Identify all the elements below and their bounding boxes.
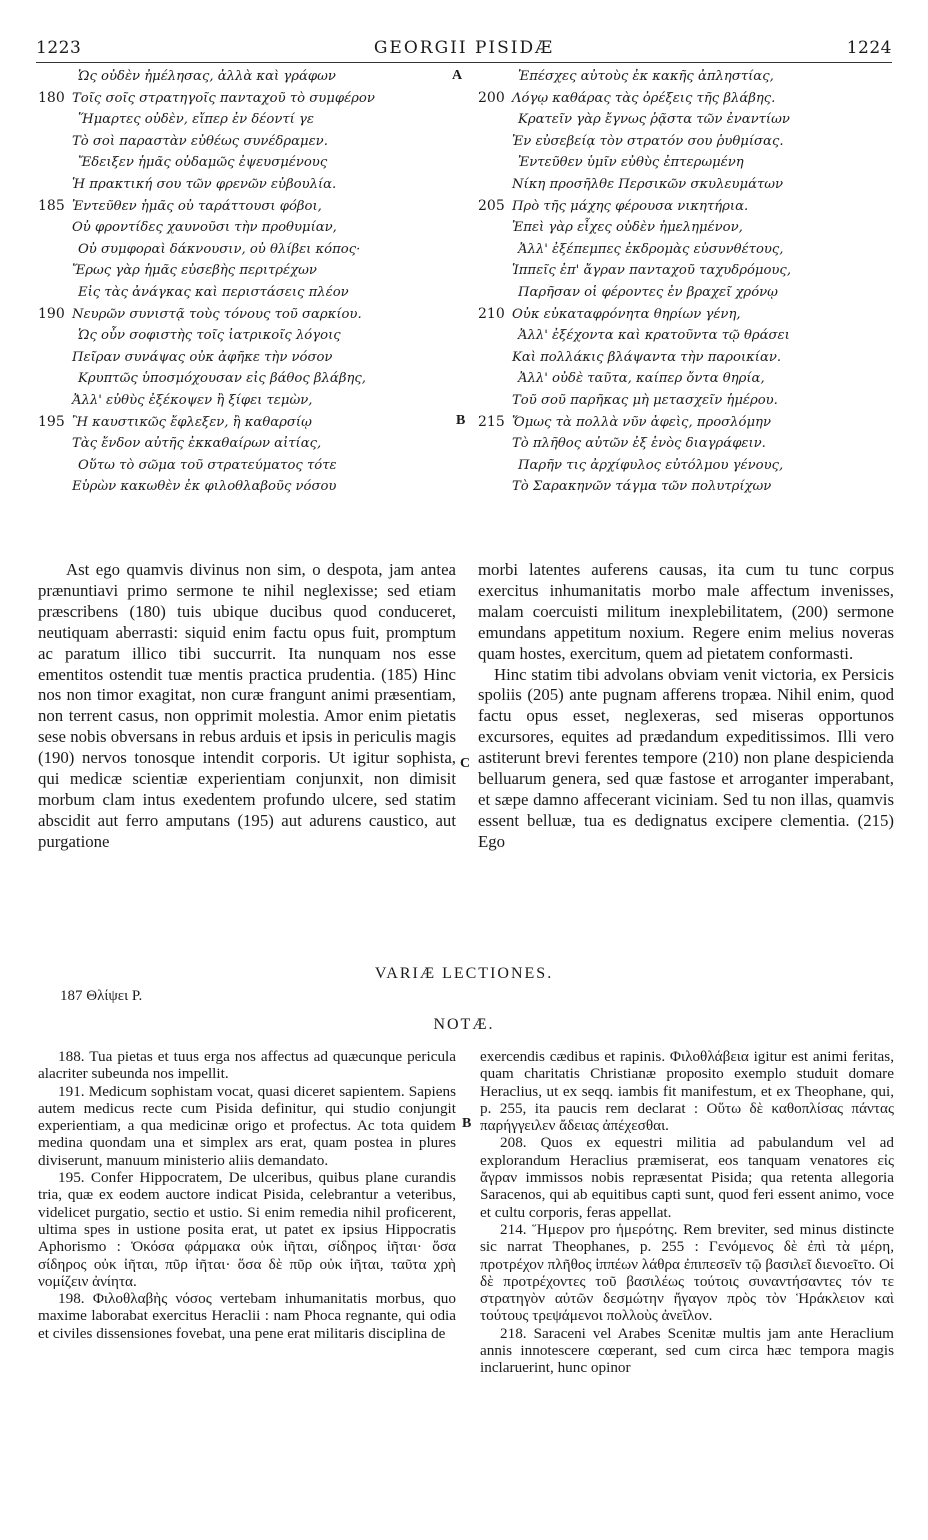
verse-line [478, 260, 898, 282]
verse-text: Ἱππεῖς ἐπ' ἄγραν πανταχοῦ ταχυδρόμους, [512, 263, 792, 279]
verse-line [38, 433, 438, 455]
verse-line [38, 196, 438, 218]
page-number-right: 1224 [846, 38, 892, 58]
verse-text: Ἀλλ' εὐθὺς ἐξέκοψεν ἢ ξίφει τεμὼν, [72, 392, 313, 408]
verse-text: Εὑρὼν κακωθὲν ἐκ φιλοθλαβοῦς νόσου [72, 479, 337, 495]
verse-text: Κρατεῖν γὰρ ἔγνως ῥᾷστα τῶν ἐναντίων [518, 112, 790, 128]
verse-line [478, 476, 898, 498]
verse-line [38, 368, 438, 390]
verse-number: 200 [478, 89, 505, 106]
verse-number: 215 [478, 413, 505, 430]
verse-text: Λόγῳ καθάρας τὰς ὀρέξεις τῆς βλάβης. [512, 90, 776, 106]
variae-lectiones-heading: VARIÆ LECTIONES. [374, 965, 554, 982]
verse-text: Κρυπτῶς ὑποσμόχουσαν εἰς βάθος βλάβης, [78, 371, 366, 387]
verse-text: Ἢ καυστικῶς ἔφλεξεν, ἢ καθαρσίῳ [72, 414, 312, 430]
verse-text: Ἀλλ' οὐδὲ ταῦτα, καίπερ ὄντα θηρία, [518, 371, 765, 387]
verse-text: Ἡ πρακτική σου τῶν φρενῶν εὐβουλία. [72, 176, 337, 192]
verse-line [38, 476, 438, 498]
verse-line [478, 304, 898, 326]
note-paragraph: 208. Quos ex equestri militia ad pabulandum vel ad explorandum Heraclius præmiserat, eos tanquam venatores εἰς ἄγραν immissos nobis repræsentat Pisida; qua retenta allegoria Saracenos, qui ab equitibus capti sunt, quod feri essent animo, voce et cultu corporis, feras appellat. [480, 1134, 894, 1221]
verse-line [478, 412, 898, 434]
margin-marker-a: A [452, 68, 463, 83]
verse-text: Τὸ Σαρακηνῶν τάγμα τῶν πολυτρίχων [512, 479, 772, 495]
verse-line [478, 88, 898, 110]
verse-text: Ὅμως τὰ πολλὰ νῦν ἀφεὶς, προσλόμην [512, 414, 771, 430]
verse-text: Οὕτω τὸ σῶμα τοῦ στρατεύματος τότε [78, 457, 337, 473]
verse-line [38, 109, 438, 131]
verse-line [38, 390, 438, 412]
verse-line [38, 412, 438, 434]
note-paragraph: exercendis cædibus et rapinis. Φιλοθλάβεια igitur est animi feritas, quam charitatis Christianæ proposito exemplo studuit domare Heraclius, ut ex seqq. iambis fit manifestum, et ex Theophane, qui, p. 255, ita paucis rem declarat : Οὕτω δὲ καθοπλίσας πάντας παρήγγειλεν ἄδειας ἀπέχεσθαι. [480, 1048, 894, 1135]
verse-line [38, 239, 438, 261]
verse-line [38, 282, 438, 304]
header-rule [36, 62, 892, 63]
verse-text: Τὸ πλῆθος αὐτῶν ἐξ ἑνὸς διαγράφειν. [512, 436, 766, 452]
verse-text: Νίκη προσῆλθε Περσικῶν σκυλευμάτων [512, 176, 784, 192]
note-paragraph: 218. Saraceni vel Arabes Scenitæ multis jam ante Heraclium annis innotescere cœperant, sed cum circa hæc tempora magis inclaruerint, hunc opinor [480, 1324, 894, 1377]
running-title: GEORGII PISIDÆ [373, 38, 555, 58]
verse-text: Ἐν εὐσεβείᾳ τὸν στρατόν σου ῥυθμίσας. [512, 133, 784, 149]
latin-paragraph: morbi latentes auferens causas, ita cum tu tunc corpus exercitus inhumanitatis morbo male affectum invenisses, malam coercuisti militum inexplebilitatem, (200) sermone emundans appetitum noxium. Regere enim melius noveras quam hostes, exercitum, quem ad pietatem conformasti. [478, 560, 894, 663]
verse-line [478, 455, 898, 477]
verse-text: Τὸ σοὶ παραστὰν εὐθέως συνέδραμεν. [72, 133, 328, 149]
verse-line [478, 368, 898, 390]
latin-translation-left [38, 560, 456, 853]
verse-text: Παρῆν τις ἀρχίφυλος εὐτόλμου γένους, [518, 457, 784, 473]
verse-line [38, 347, 438, 369]
latin-paragraph: Hinc statim tibi advolans obviam venit victoria, ex Persicis spoliis (205) ante pugnam afferens tropæa. Nihil enim, quod factu opus esset, neglexeras, sed miseras opportunos excursores, equites ad prædandum expeditissimos. Illi vero astiterunt brevi ferentes tempore (210) non plane despicienda belluarum genera, sed quæ fastose et arroganter imperabant, et sæpe damno affecerant viciniam. Sed tu non illas, quamvis essent belluæ, tua es dedignatus excipere clementia. (215) Ego [478, 664, 894, 851]
verse-text: Πεῖραν συνάψας οὐκ ἀφῆκε τὴν νόσον [72, 349, 333, 365]
verse-text: Ἀλλ' ἐξέπεμπες ἐκδρομὰς εὐσυνθέτους, [518, 241, 784, 257]
verse-text: Ἀλλ' ἐξέχοντα καὶ κρατοῦντα τῷ θράσει [518, 328, 790, 344]
verse-text: Πρὸ τῆς μάχης φέρουσα νικητήρια. [512, 198, 749, 214]
verse-line [478, 239, 898, 261]
verse-number: 185 [38, 197, 65, 214]
verse-text: Τοῦ σοῦ παρῆκας μὴ μετασχεῖν ἡμέρου. [512, 392, 778, 408]
verse-text: Ἐπέσχες αὐτοὺς ἐκ κακῆς ἀπληστίας, [518, 69, 774, 84]
verse-line [38, 152, 438, 174]
latin-paragraph: Ast ego quamvis divinus non sim, o despota, jam antea prænuntiavi primo sermone te nihil neglexisse; sed etiam præscribens (180) tuis ubique ducibus quod conduceret, neutiquam aberrasti: siquid enim factu opus fuit, promptum ac paratum illico tibi succurrit. Ita nunquam nos esse ementitos ostendit tuæ mentis practica prudentia. (185) Hinc nos non timor exagitat, non curæ frangunt animi præsentiam, non terrent casus, non opprimit molestia. Amor enim pietatis sese nobis obversans in rebus arduis et ipsis in periculis magis (190) nervos tonosque intendit corporis. Ut igitur sophista, qui medicæ scientiæ experientiam conjunxit, non dimisit morbum clam intus exedentem profundo ulcere, sed statim abscidit aut ferro amputans (195) aut adurens caustico, aut purgatione [38, 560, 456, 851]
verse-number: 210 [478, 305, 505, 322]
verse-text: Παρῆσαν οἱ φέροντες ἐν βραχεῖ χρόνῳ [518, 284, 778, 300]
verse-text: Ἐπεὶ γὰρ εἶχες οὐδὲν ἠμελημένον, [512, 220, 743, 236]
verse-number: 205 [478, 197, 505, 214]
verse-line [478, 152, 898, 174]
verse-number: 180 [38, 89, 65, 106]
verse-text: Καὶ πολλάκις βλάψαντα τὴν παροικίαν. [512, 349, 782, 365]
verse-line [38, 174, 438, 196]
verse-text: Ἔδειξεν ἡμᾶς οὐδαμῶς ἐψευσμένους [78, 155, 328, 171]
verse-text: Τοῖς σοῖς στρατηγοῖς πανταχοῦ τὸ συμφέρον [72, 90, 375, 106]
verse-text: Εἰς τὰς ἀνάγκας καὶ περιστάσεις πλέον [78, 284, 349, 300]
margin-marker-b-notes: B [462, 1116, 472, 1131]
verse-line [38, 260, 438, 282]
verse-text: Οὐκ εὐκαταφρόνητα θηρίων γένη, [512, 306, 741, 322]
latin-translation-right [478, 560, 894, 853]
greek-verse-column-right [478, 66, 898, 498]
verse-line [478, 347, 898, 369]
page-number-left: 1223 [36, 38, 82, 58]
verse-line [478, 325, 898, 347]
verse-line [478, 174, 898, 196]
note-paragraph: 191. Medicum sophistam vocat, quasi diceret sapientem. Sapiens autem medicus recte cum Pisida definitur, qui studio conjungit experientiam, a qua medicinæ origo et profectus. Ac tota quidem medina quondam una et simplex ars erat, quam postea in plures diviserunt, manuum ministerio aliis demandato. [38, 1082, 456, 1169]
verse-text: Οὐ φροντίδες χαυνοῦσι τὴν προθυμίαν, [72, 220, 337, 236]
greek-verse-column-left [38, 66, 438, 498]
verse-line [38, 455, 438, 477]
notes-column-right [480, 1048, 894, 1377]
variant-reading: 187 Θλίψει P. [60, 988, 143, 1004]
verse-line [478, 390, 898, 412]
note-paragraph: 198. Φιλοθλαβὴς νόσος vertebam inhumanitatis morbus, quo maxime laborabat exercitus Heraclii : nam Phoca regnante, qui odia et civiles dissensiones fovebat, una pene erat militaris disciplina de [38, 1290, 456, 1342]
verse-text: Τὰς ἔνδον αὐτῆς ἐκκαθαίρων αἰτίας, [72, 436, 322, 452]
margin-marker-b: B [456, 413, 466, 428]
note-paragraph: 214. Ἥμερον pro ἡμερότης. Rem breviter, sed minus distincte sic narrat Theophanes, p. 255 : Γενόμενος δὲ ἐπὶ τὰ μέρη, προτρέχον πλῆθος ἱππέων λάθρα ἐπιπεσεῖν τῷ βασιλεῖ διενοεῖτο. Οἱ δὲ προτρέχοντες τοῦ βασιλέως τούτοις συναντήσαντες τόν τε στρατηγὸν αὐτῶν δεσμώτην ἤγαγον πρὸς τὸν Ἡράκλειον καὶ τούτους τρεψάμενοι πολλοὺς ἀνεῖλον. [480, 1220, 894, 1325]
verse-text: Ἐντεῦθεν ἡμᾶς οὐ ταράττουσι φόβοι, [72, 198, 322, 214]
note-paragraph: 195. Confer Hippocratem, De ulceribus, quibus plane curandis tria, quæ ex eodem auctore indicat Pisida, celebrantur a veteribus, videlicet purgatio, sectio et ustio. Si enim remedia nihil proficerent, ultima spes in ustione posita erat, ut patet ex ipsius Hippocratis Aphorismo : Ὁκόσα φάρμακα οὐκ ἰῆται, σίδηρος ἰῆται· ὅσα σίδηρος οὐκ ἰῆται, πῦρ ἰῆται· ὅσα δὲ πῦρ οὐκ ἰῆται, ταῦτα χρὴ νομίζειν ἀνίητα. [38, 1169, 456, 1290]
verse-number: 195 [38, 413, 65, 430]
verse-text: Ὡς οὖν σοφιστὴς τοῖς ἰατρικοῖς λόγοις [78, 328, 341, 344]
note-paragraph: 188. Tua pietas et tuus erga nos affectus ad quæcunque pericula alacriter subeunda nos impellit. [38, 1048, 456, 1083]
notes-column-left [38, 1048, 456, 1342]
verse-line [478, 196, 898, 218]
verse-number: 190 [38, 305, 65, 322]
verse-line [38, 131, 438, 153]
verse-line [38, 325, 438, 347]
verse-text: Οὐ συμφοραὶ δάκνουσιν, οὐ θλίβει κόπος· [78, 241, 361, 257]
verse-line [478, 217, 898, 239]
verse-text: Ἐντεῦθεν ὑμῖν εὐθὺς ἐπτερωμένη [518, 155, 744, 171]
verse-line [478, 66, 898, 88]
verse-line [38, 88, 438, 110]
notae-heading: NOTÆ. [433, 1016, 495, 1033]
verse-line [478, 282, 898, 304]
verse-text: Νευρῶν συνιστᾷ τοὺς τόνους τοῦ σαρκίου. [72, 306, 362, 322]
verse-line [38, 304, 438, 326]
verse-line [38, 66, 438, 88]
verse-text: Ἔρως γὰρ ἡμᾶς εὐσεβὴς περιτρέχων [72, 263, 317, 279]
margin-marker-c: C [460, 756, 471, 771]
verse-line [478, 131, 898, 153]
verse-line [478, 433, 898, 455]
verse-text: Ὡς οὐδὲν ἠμέλησας, ἀλλὰ καὶ γράφων [78, 69, 336, 84]
verse-line [478, 109, 898, 131]
verse-text: Ἥμαρτες οὐδὲν, εἴπερ ἐν δέοντί γε [78, 112, 314, 128]
verse-line [38, 217, 438, 239]
